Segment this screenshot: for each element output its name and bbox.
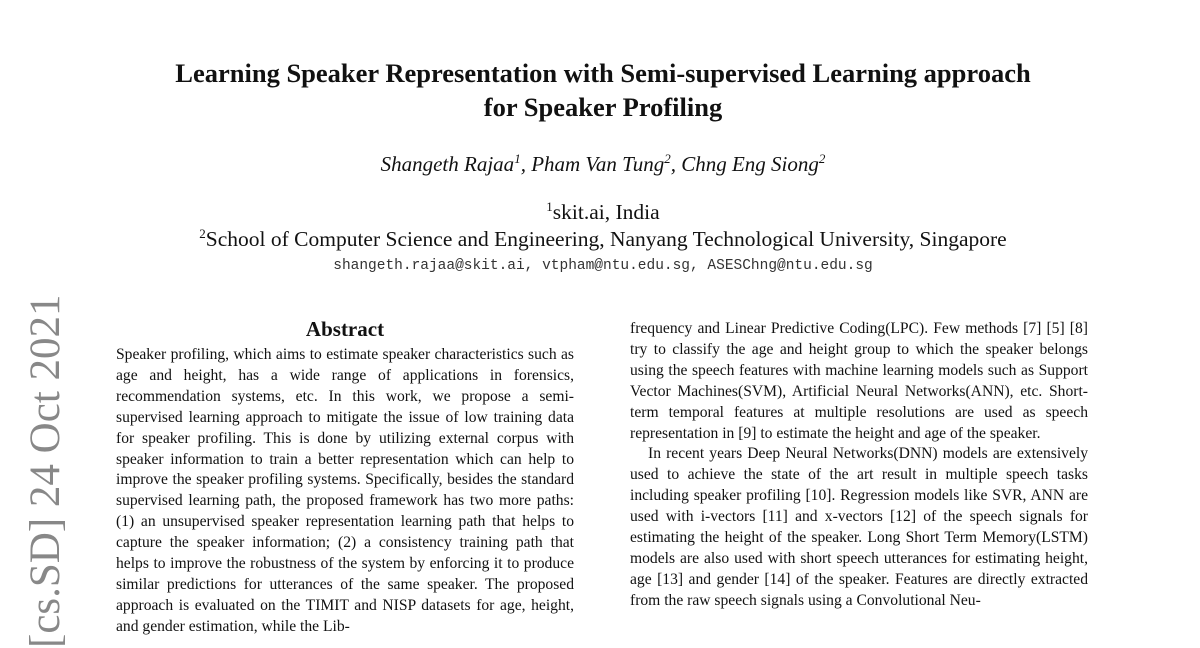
abstract-text: Speaker profiling, which aims to estimate speaker characteristics such as age and height, has a wide range of applications in forensics, recommendation systems, etc. In this work, we propose a semi-supervised learning approach to mitigate the issue of low training data for speaker profiling. This is done by utilizing external corpus with speaker information to train a better representation which can help to improve the speaker profiling systems. Specifically, besides the standard supervised learning path, the proposed framework has two more paths: (1) an unsupervised speaker representation learning path that helps to capture the speaker information; (2) a consistency training path that helps to improve the robustness of the system by enforcing it to produce similar predictions for utterances of the same speaker. The proposed approach is evaluated on the TIMIT and NISP datasets for age, height, and gender estimation, while the Lib-	[116, 346, 574, 635]
author-emails: shangeth.rajaa@skit.ai, vtpham@ntu.edu.sg, ASESChng@ntu.edu.sg	[333, 258, 873, 274]
left-column	[116, 316, 574, 638]
title-line-2: for Speaker Profiling	[483, 92, 723, 122]
title-line-1: Learning Speaker Representation with Semi-supervised Learning approach	[175, 58, 1031, 88]
author: Shangeth Rajaa$^1$,	[380, 151, 532, 176]
abstract-heading: Abstract	[305, 317, 385, 341]
right-column	[630, 319, 1088, 612]
author: Pham Van Tung$^2$,	[531, 151, 682, 176]
author: Chng Eng Siong$^2$	[681, 151, 826, 176]
affiliation-2: $^2$School of Computer Science and Engineering, Nanyang Technological University, Singapore	[199, 226, 1007, 251]
paper-title	[60, 56, 1146, 124]
body-paragraph: In recent years Deep Neural Networks(DNN) models are extensively used to achieve the state of the art result in multiple speech tasks including speaker profiling [10]. Regression models like SVR, ANN are used with i-vectors [11] and x-vectors [12] of the speech signals for estimating the height of the speaker. Long Short Term Memory(LSTM) models are also used with short speech utterances for estimating height, age [13] and gender [14] of the speaker. Features are directly extracted from the raw speech signals using a Convolutional Neu-	[630, 445, 1088, 609]
affiliation-1: $^1$skit.ai, India	[546, 199, 660, 224]
author-list	[60, 150, 1146, 178]
arxiv-stamp: [cs.SD] 24 Oct 2021	[22, 294, 69, 648]
body-paragraph: frequency and Linear Predictive Coding(LPC). Few methods [7] [5] [8] try to classify the age and height group to which the speaker belongs using the speech features with machine learning models such as Support Vector Machines(SVM), Artificial Neural Networks(ANN), etc. Short-term temporal features at multiple resolutions are used as speech representation in [9] to estimate the height and age of the speaker.	[630, 320, 1088, 442]
